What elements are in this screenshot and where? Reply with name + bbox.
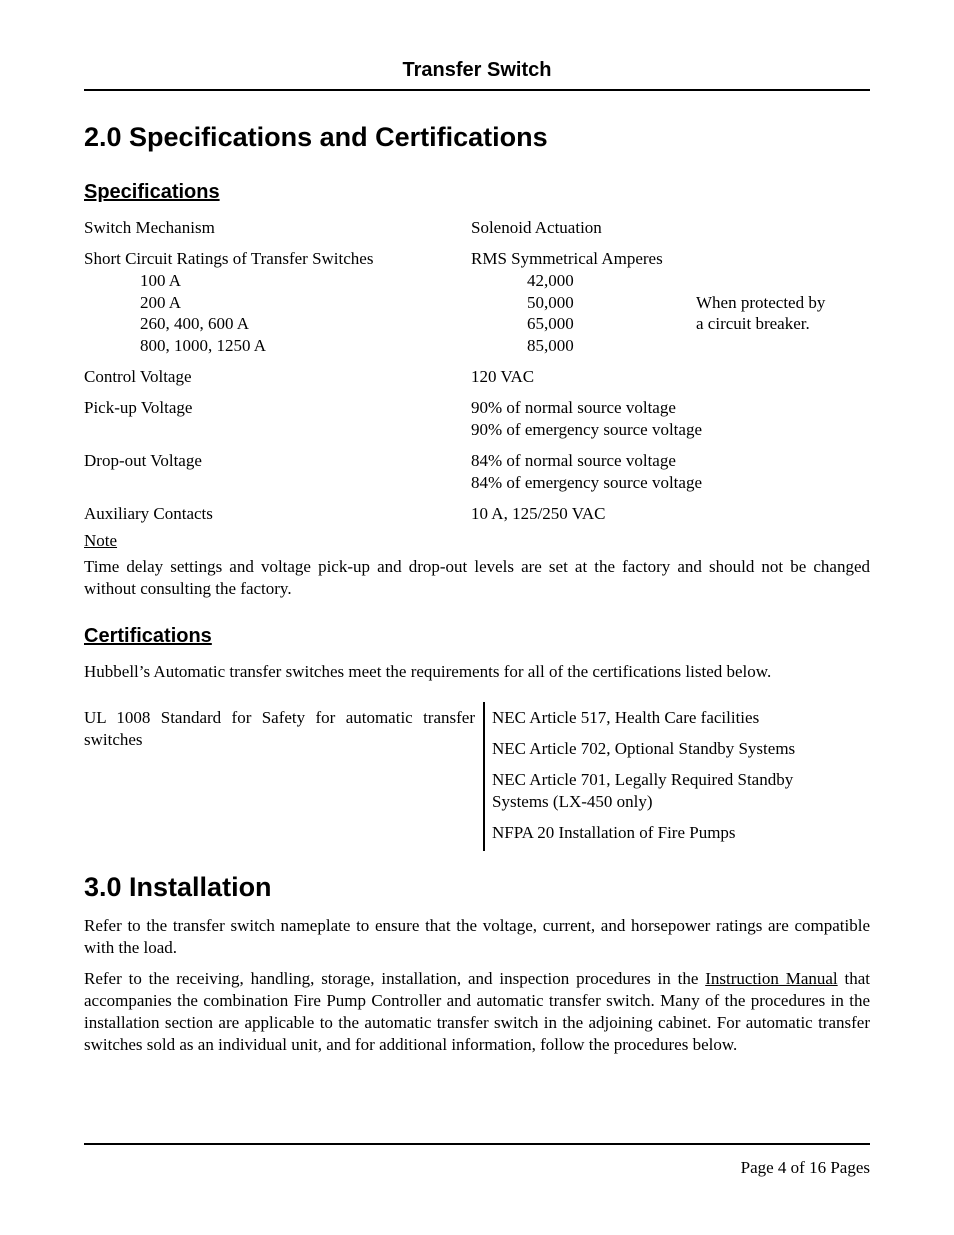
spec-label-pickup-voltage: Pick-up Voltage [84,398,193,417]
rating-260-600a: 260, 400, 600 A [140,314,250,333]
amps-100a: 42,000 [527,271,574,290]
spec-value-dropout-emergency: 84% of emergency source voltage [471,473,702,492]
amps-260-600a: 65,000 [527,314,574,333]
breaker-note-line1: When protected by [696,293,826,312]
rating-200a: 200 A [140,293,182,312]
instruction-manual-reference: Instruction Manual [705,969,838,988]
breaker-note-line2: a circuit breaker. [696,314,810,333]
spec-value-switch-mechanism: Solenoid Actuation [471,218,602,237]
spec-value-pickup-emergency: 90% of emergency source voltage [471,420,702,439]
cert-ul1008: UL 1008 Standard for Safety for automatic transfer switches [84,708,475,749]
footer-rule [84,1143,870,1145]
spec-value-control-voltage: 120 VAC [471,367,535,386]
note-text: Time delay settings and voltage pick-up and drop-out levels are set at the factory and should not be changed without consulting the factory. [84,557,870,598]
cert-nec-517: NEC Article 517, Health Care facilities [492,708,760,727]
cert-nfpa-20: NFPA 20 Installation of Fire Pumps [492,823,736,842]
cert-column-divider [483,702,485,851]
header-rule [84,89,870,91]
page-number: Page 4 of 16 Pages [740,1158,870,1177]
spec-value-short-circuit-header: RMS Symmetrical Amperes [471,249,663,268]
para-2-end: that accompanies the combination Fire Pump Controller and automatic transfer switch. Many of the procedures in the installation section are applicable to the automatic transfer switch in the adjoining cabinet. For automatic transfer switches sold as an individual unit, and for additional information, follow the procedures below. [84,969,870,1054]
spec-label-short-circuit: Short Circuit Ratings of Transfer Switches [84,249,374,268]
note-label: Note [84,531,118,550]
spec-label-control-voltage: Control Voltage [84,367,192,386]
rating-800-1250a: 800, 1000, 1250 A [140,336,267,355]
spec-label-switch-mechanism: Switch Mechanism [84,218,215,237]
section-3-heading: 3.0 Installation [84,872,272,902]
spec-label-aux-contacts: Auxiliary Contacts [84,504,213,523]
installation-para-2 [84,968,870,1056]
cert-nec-702: NEC Article 702, Optional Standby Systems [492,739,796,758]
rating-100a: 100 A [140,271,182,290]
spec-value-aux-contacts: 10 A, 125/250 VAC [471,504,606,523]
spec-value-pickup-normal: 90% of normal source voltage [471,398,676,417]
certifications-heading: Certifications [84,625,212,647]
spec-label-dropout-voltage: Drop-out Voltage [84,451,202,470]
installation-para-1: Refer to the transfer switch nameplate to ensure that the voltage, current, and horsepower ratings are compatible with the load. [84,916,870,957]
section-2-heading: 2.0 Specifications and Certifications [84,122,548,152]
page-header-title: Transfer Switch [402,59,552,81]
amps-800-1250a: 85,000 [527,336,574,355]
para-2-start: Refer to the receiving, handling, storage, installation, and inspection procedures in the [84,969,706,988]
spec-value-dropout-normal: 84% of normal source voltage [471,451,676,470]
amps-200a: 50,000 [527,293,574,312]
cert-nec-701: NEC Article 701, Legally Required Standby Systems (LX-450 only) [492,770,794,811]
certifications-intro: Hubbell’s Automatic transfer switches meet the requirements for all of the certifications listed below. [84,662,772,681]
specifications-heading: Specifications [84,181,220,203]
